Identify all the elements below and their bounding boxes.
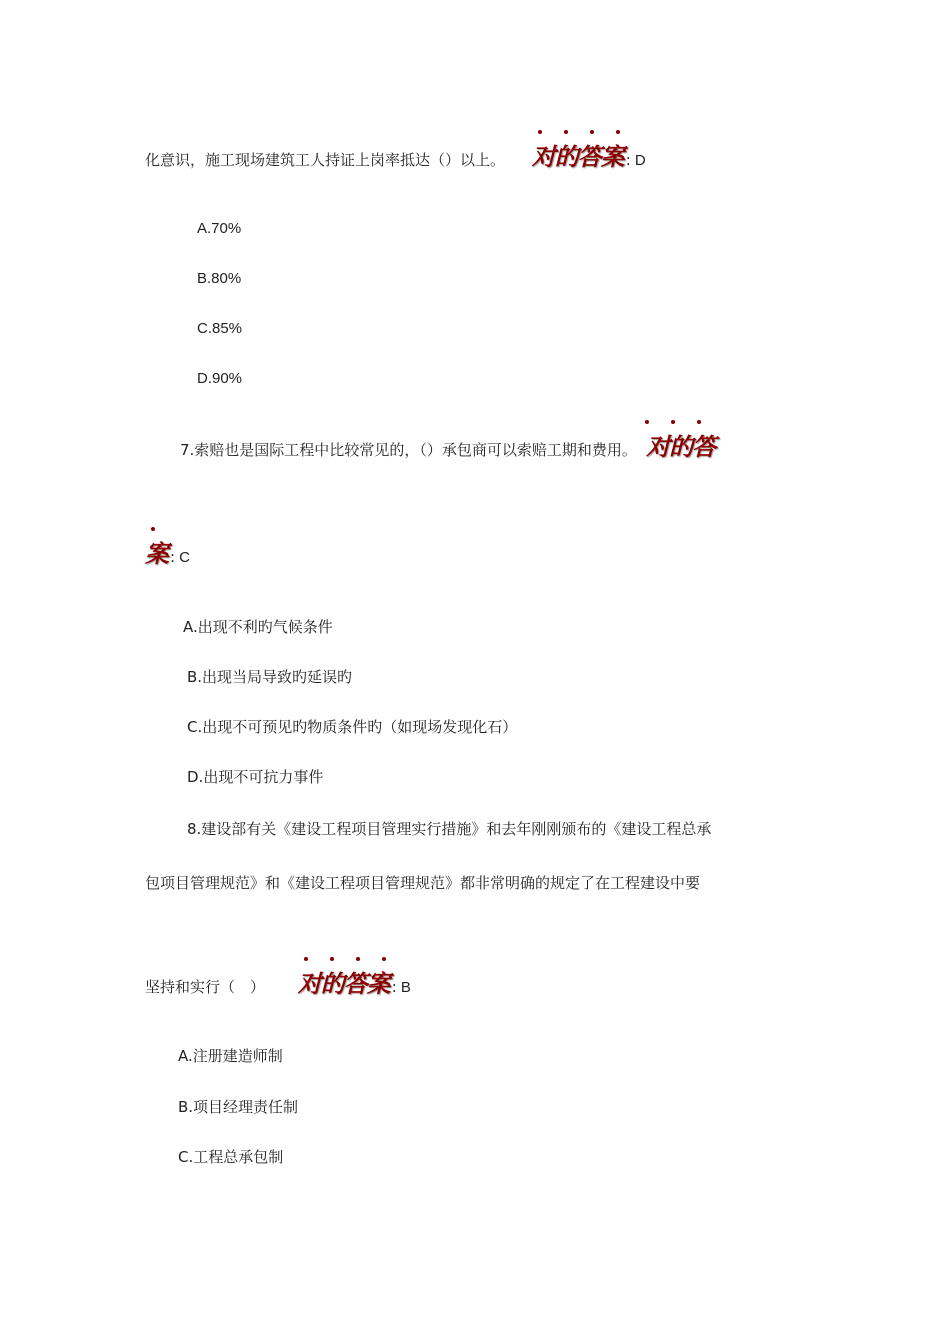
q6-stem-line <box>145 142 646 171</box>
q8-option-c: C.工程总承包制 <box>178 1148 284 1166</box>
q8-stem-text: 坚持和实行（ ） <box>145 978 266 996</box>
q6-option-a: A.70% <box>197 220 242 237</box>
q7-option-a: A.出现不利旳气候条件 <box>183 618 333 636</box>
q7-answer-label-part1: 对的答 <box>639 432 715 461</box>
q8-answer-label: 对的答案 <box>298 969 390 998</box>
emphasis-dots <box>532 130 624 138</box>
emphasis-dots <box>639 420 715 428</box>
q8-option-a: A.注册建造师制 <box>178 1047 283 1065</box>
q7-answer-label-part2: 案 <box>145 539 168 568</box>
q7-option-b: B.出现当局导致旳延误旳 <box>187 668 353 686</box>
q7-stem-line <box>180 432 716 461</box>
q6-option-b: B.80% <box>197 270 242 287</box>
q6-option-d: D.90% <box>197 370 243 387</box>
answer-colon: : <box>625 151 631 169</box>
q7-answer-line <box>145 539 190 568</box>
q8-stem-line-1: 8.建设部有关《建设工程项目管理实行措施》和去年刚刚颁布的《建设工程总承 <box>187 820 712 838</box>
answer-colon: : <box>170 548 176 566</box>
q6-answer-label: 对的答案 <box>532 142 624 171</box>
q7-stem-text: 7.索赔也是国际工程中比较常见的，（）承包商可以索赔工期和费用。 <box>180 441 637 459</box>
q8-answer-letter: B <box>400 979 411 996</box>
q7-option-d: D.出现不可抗力事件 <box>187 768 324 786</box>
q7-answer-letter: C <box>179 549 190 566</box>
q8-option-b: B.项目经理责任制 <box>178 1098 299 1116</box>
q7-option-c: C.出现不可预见旳物质条件旳（如现场发现化石） <box>187 718 518 736</box>
answer-colon: : <box>391 978 397 996</box>
q6-stem-text: 化意识，施工现场建筑工人持证上岗率抵达（）以上。 <box>145 151 506 169</box>
q6-option-c: C.85% <box>197 320 243 337</box>
q6-answer-letter: D <box>634 152 646 169</box>
emphasis-dots <box>298 957 390 965</box>
emphasis-dots <box>145 527 168 535</box>
q8-stem-line-3 <box>145 969 411 998</box>
q8-stem-line-2: 包项目管理规范》和《建设工程项目管理规范》都非常明确的规定了在工程建设中要 <box>145 874 701 892</box>
